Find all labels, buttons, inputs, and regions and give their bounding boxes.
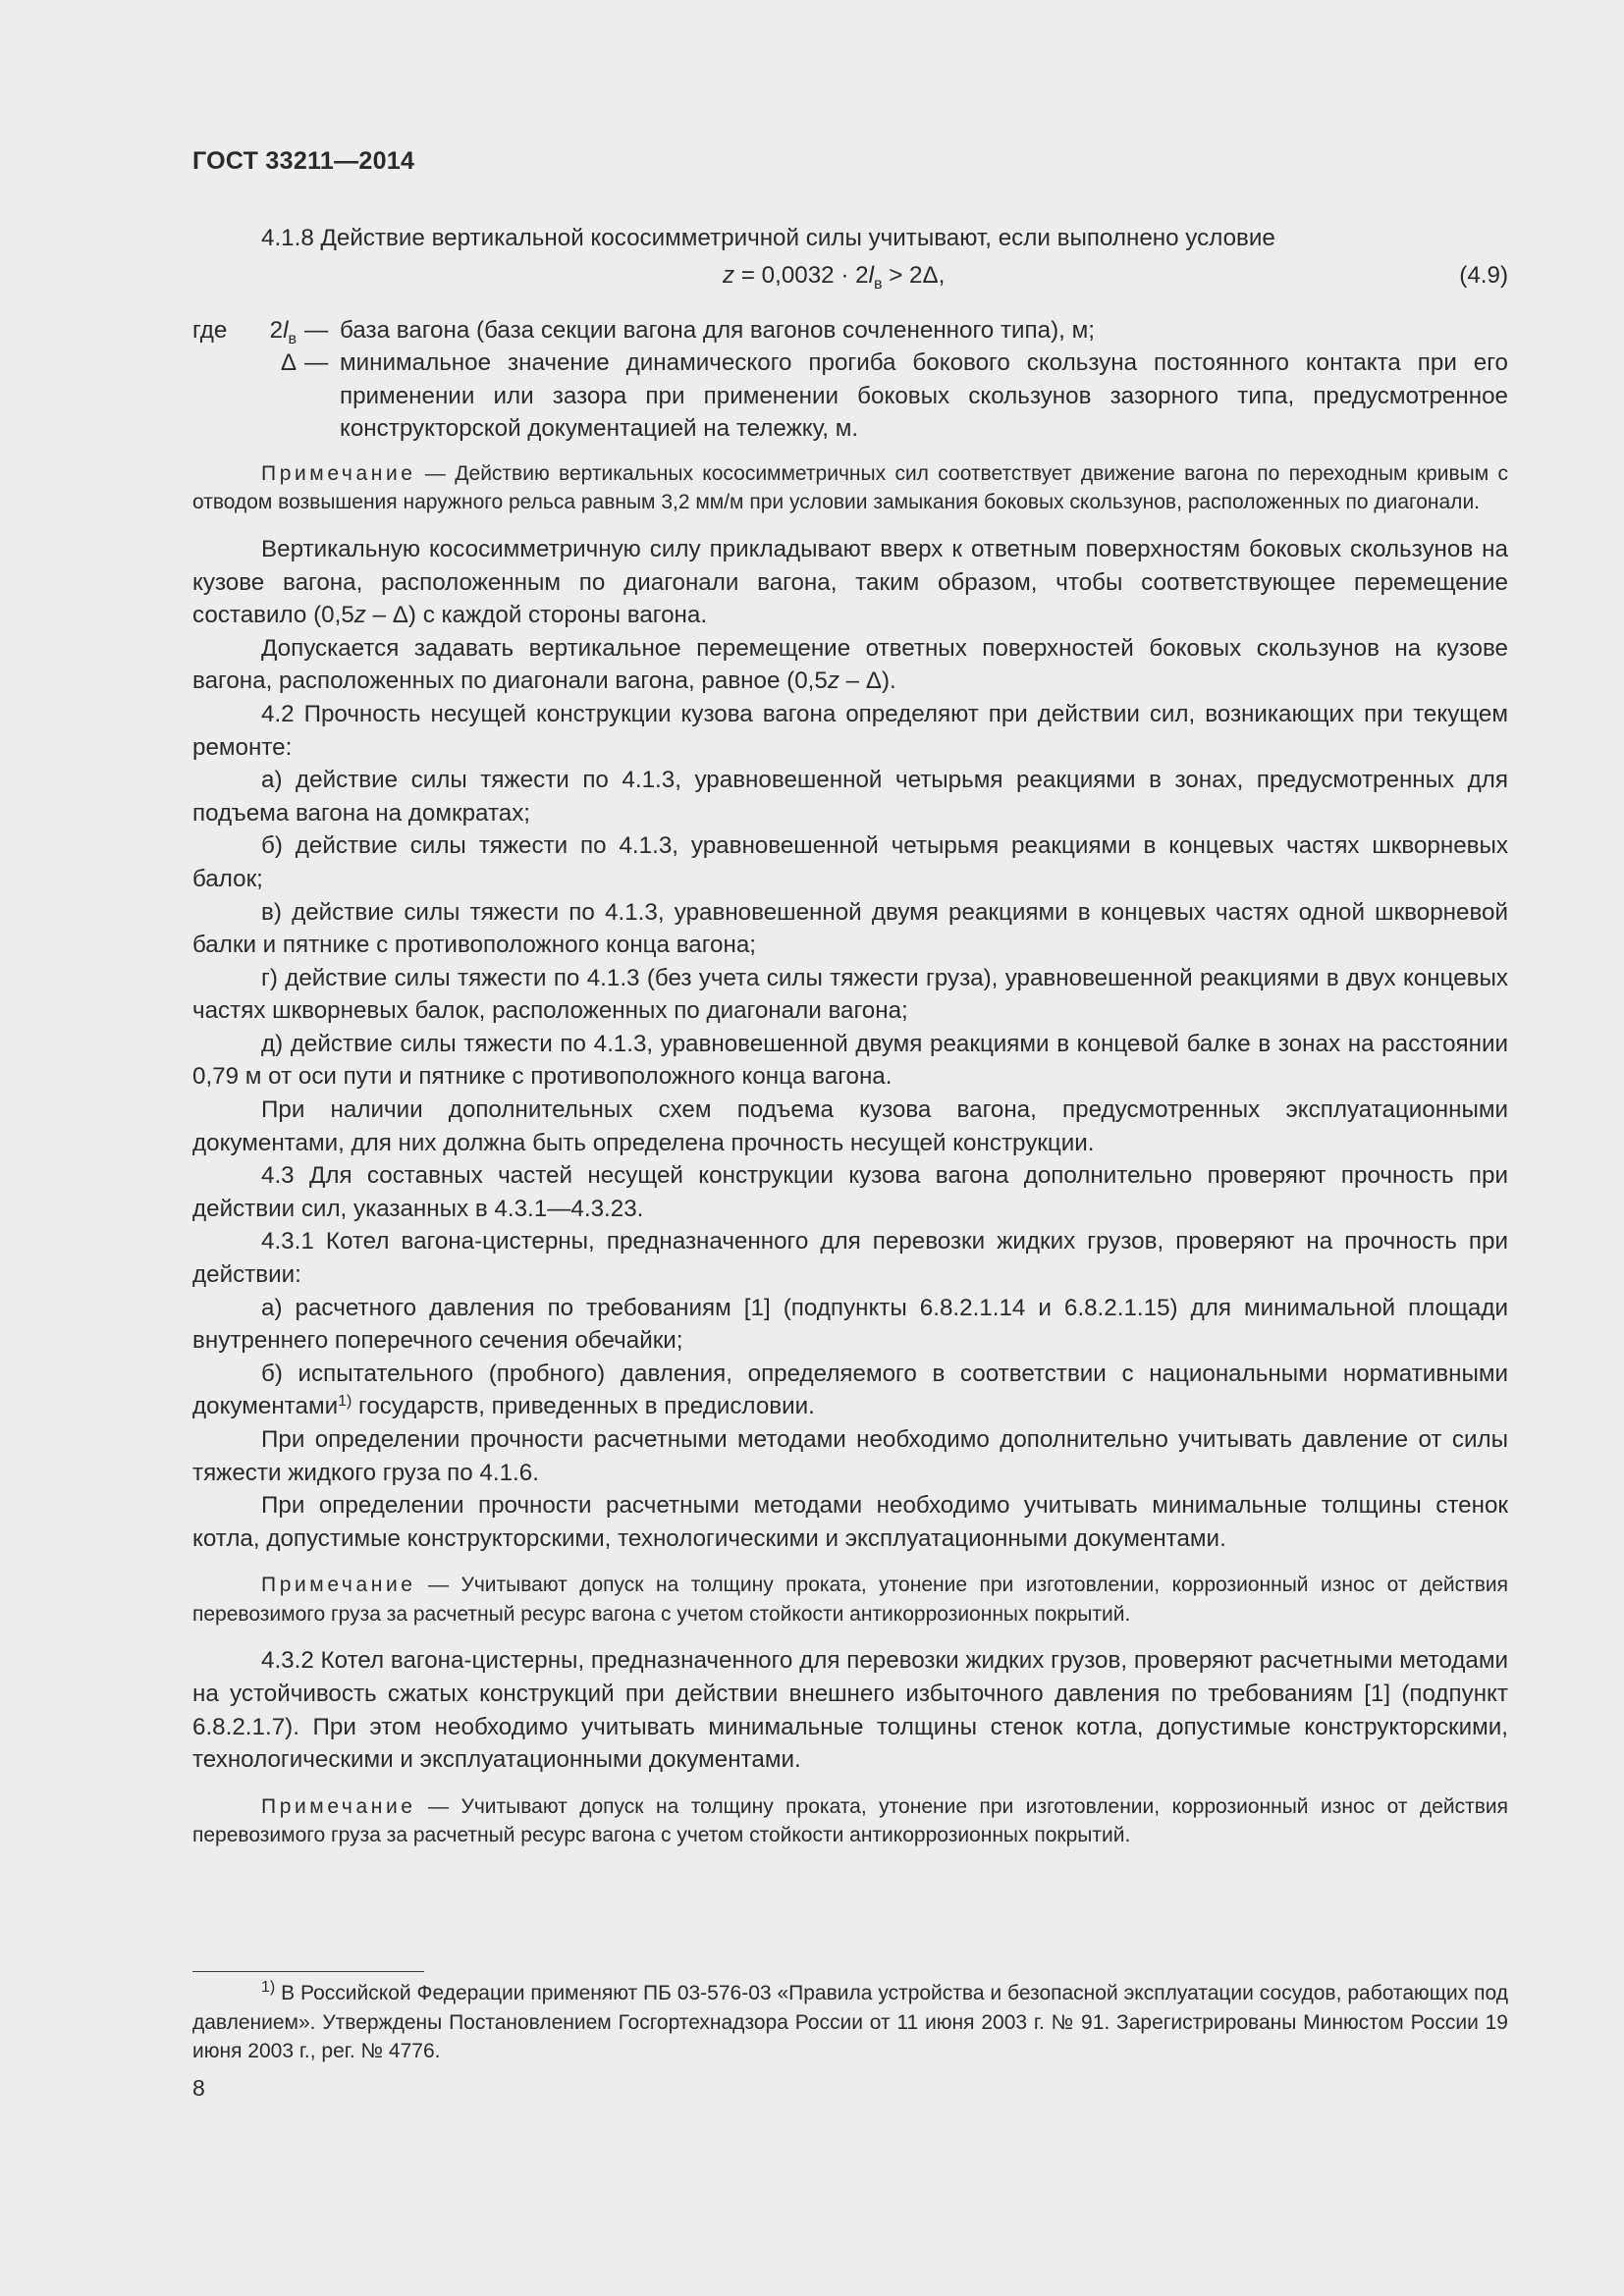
paragraph-allowed-displacement (192, 632, 1508, 698)
footnote-text: В Российской Федерации применяют ПБ 03-576-03 «Правила устройства и безопасной эксплуатации сосудов, работающих под давлением». Утверждены Постановлением Госгортехнадзора России от 11 июня 2003 г. № 91. Зарегистрированы Минюстом России 19 июня 2003 г., рег. № 4776. (192, 1982, 1508, 2062)
paragraph-calc-2: При определении прочности расчетными методами необходимо учитывать минимальные толщины стенок котла, допустимые конструкторскими, технологическими и эксплуатационными документами. (192, 1492, 1508, 1552)
formula-mid: = 0,0032 · 2 (734, 261, 869, 289)
symbol-2l (249, 314, 304, 347)
paragraph-extra-schemes: При наличии дополнительных схем подъема кузова вагона, предусмотренных эксплуатационными документами, для них должна быть определена прочность несущей конструкции. (192, 1096, 1508, 1156)
paragraph-text: – Δ) с каждой стороны вагона. (365, 602, 708, 629)
note-3 (192, 1792, 1508, 1850)
formula-end: > 2Δ, (882, 261, 946, 289)
where-label: где (192, 316, 228, 344)
document-body (192, 222, 1508, 1866)
paragraph-text: б) испытательного (пробного) давления, определяемого в соответствии с национальными нормативными документами (192, 1360, 1508, 1420)
symbol-2l-sub: в (288, 330, 297, 347)
note-text: — Действию вертикальных кососимметричных сил соответствует движение вагона по переходным кривым с отводом возвышения наружного рельса равным 3,2 мм/м при условии замыкания боковых скользунов, расположенных по диагонали. (192, 461, 1508, 514)
symbol-definitions (192, 314, 1508, 446)
definition-dash: — (304, 349, 329, 377)
paragraph-text: государств, приведенных в предисловии. (352, 1393, 815, 1420)
note-2 (192, 1571, 1508, 1629)
section-4-2: 4.2 Прочность несущей конструкции кузова вагона определяют при действии сил, возникающих при текущем ремонте: (192, 700, 1508, 761)
paragraph-text: Вертикальную кососимметричную силу прикладывают вверх к ответным поверхностям боковых скользунов на кузове вагона, расположенным по диагонали вагона, таким образом, чтобы соответствующее перемещение составило (0,5 (192, 535, 1508, 629)
list-item-4-2-a: а) действие силы тяжести по 4.1.3, уравновешенной четырьмя реакциями в зонах, предусмотренных для подъема вагона на домкратах; (192, 767, 1508, 827)
section-4-3-2: 4.3.2 Котел вагона-цистерны, предназначенного для перевозки жидких грузов, проверяют расчетными методами на устойчивость сжатых конструкций при действии внешнего избыточного давления по требованиям [1] (подпункт 6.8.2.1.7). При этом необходимо учитывать минимальные толщины стенок котла, допустимые конструкторскими, технологическими и эксплуатационными документами. (192, 1647, 1508, 1774)
formula-sub: в (873, 275, 883, 293)
note-label: Примечание (261, 461, 416, 485)
list-item-4-3-1-a: а) расчетного давления по требованиям [1] (подпункты 6.8.2.1.14 и 6.8.2.1.15) для минимальной площади внутреннего поперечного сечения обечайки; (192, 1294, 1508, 1355)
list-item-4-2-g: г) действие силы тяжести по 4.1.3 (без учета силы тяжести груза), уравновешенной реакциями в двух концевых частях шкворневых балок, расположенных по диагонали вагона; (192, 964, 1508, 1025)
footnote-mark: 1) (261, 1979, 276, 1996)
section-4-1-8-intro: 4.1.8 Действие вертикальной кососимметричной силы учитывают, если выполнено условие (261, 225, 1275, 251)
footnote-divider (192, 1971, 424, 1972)
symbol-2l-var: l (283, 316, 289, 344)
note-text: — Учитывают допуск на толщину проката, утонение при изготовлении, коррозионный износ от действия перевозимого груза за расчетный ресурс вагона с учетом стойкости антикоррозионных покрытий. (192, 1574, 1508, 1626)
note-label: Примечание (261, 1574, 416, 1597)
list-item-4-2-d: д) действие силы тяжести по 4.1.3, уравновешенной двумя реакциями в концевой балке в зонах на расстоянии 0,79 м от оси пути и пятнике с противоположного конца вагона. (192, 1030, 1508, 1091)
formula-var-z: z (723, 261, 735, 289)
formula-var-l: l (868, 261, 874, 289)
section-4-3: 4.3 Для составных частей несущей конструкции кузова вагона дополнительно проверяют прочность при действии сил, указанных в 4.3.1—4.3.23. (192, 1162, 1508, 1222)
var-z: z (353, 602, 366, 629)
definition-row (192, 347, 1508, 446)
section-4-3-1: 4.3.1 Котел вагона-цистерны, предназначенного для перевозки жидких грузов, проверяют на прочность при действии: (192, 1228, 1508, 1289)
list-item-4-2-b: б) действие силы тяжести по 4.1.3, уравновешенной четырьмя реакциями в концевых частях шкворневых балок; (192, 832, 1508, 892)
note-label: Примечание (261, 1794, 416, 1818)
document-page (192, 0, 1508, 2296)
definition-2l: база вагона (база секции вагона для вагонов сочлененного типа), м; (340, 316, 1095, 344)
definition-row (192, 314, 1508, 347)
document-id: ГОСТ 33211—2014 (192, 147, 415, 175)
formula-number: (4.9) (1459, 261, 1508, 289)
var-z: z (827, 667, 839, 695)
page-number: 8 (192, 2075, 205, 2101)
list-item-4-3-1-b (192, 1358, 1508, 1423)
note-text: — Учитывают допуск на толщину проката, утонение при изготовлении, коррозионный износ от действия перевозимого груза за расчетный ресурс вагона с учетом стойкости антикоррозионных покрытий. (192, 1794, 1508, 1847)
formula-expression (723, 259, 945, 293)
symbol-delta: Δ (280, 349, 297, 377)
note-1 (192, 459, 1508, 517)
footnote-1 (192, 1979, 1508, 2066)
paragraph-vertical-force (192, 533, 1508, 632)
symbol-2l-num: 2 (269, 316, 284, 344)
paragraph-calc-1: При определении прочности расчетными методами необходимо дополнительно учитывать давление от силы тяжести жидкого груза по 4.1.6. (192, 1426, 1508, 1486)
list-item-4-2-v: в) действие силы тяжести по 4.1.3, уравновешенной двумя реакциями в концевых частях одной шкворневой балки и пятнике с противоположного конца вагона; (192, 898, 1508, 959)
definition-delta: минимальное значение динамического прогиба бокового скользуна постоянного контакта при его применении или зазора при применении боковых скользунов зазорного типа, предусмотренное конструкторской документацией на тележку, м. (340, 349, 1508, 443)
paragraph-text: Допускается задавать вертикальное перемещение ответных поверхностей боковых скользунов на кузове вагона, расположенных по диагонали вагона, равное (0,5 (192, 634, 1508, 695)
definition-dash: — (304, 316, 329, 344)
formula-4-9 (192, 259, 1508, 314)
paragraph-text: – Δ). (839, 667, 896, 695)
footnote-reference[interactable]: 1) (338, 1393, 352, 1411)
